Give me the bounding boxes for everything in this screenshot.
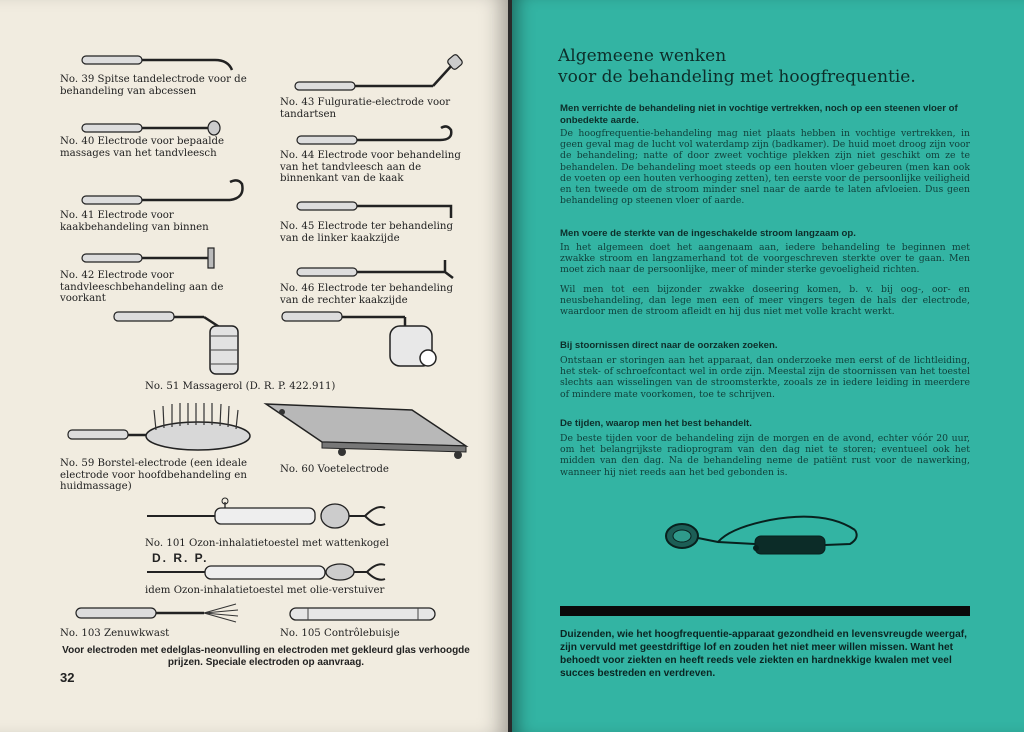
electrode-46-illustration	[295, 256, 460, 284]
electrode-39-illustration	[80, 50, 240, 74]
electrode-41-illustration	[80, 178, 250, 212]
electrode-40-illustration	[80, 118, 225, 138]
electrode-45-illustration	[295, 196, 460, 222]
closing-statement: Duizenden, wie het hoogfrequentie-apparaat gezondheid en levensvreugde weergaf, zijn vervuld met geestdriftige lof en zouden het niet meer willen missen. Want het behoedt voor ziekten en heeft reeds vele ziekten en hardnekkige kwalen met veel succes bestreden en verdreven.	[560, 629, 968, 679]
caption-no39: No. 39 Spitse tandelectrode voor de behandeling van abcessen	[60, 74, 247, 97]
section-4-body: De beste tijden voor de behandeling zijn de morgen en de avond, echter vóór 20 uur, om het belangrijkste radioprogram van den dag niet te storen; eventueel ook het midden van den dag. Na de behandeling neme de patiënt rust voor de nawerking, wanneer hij niet reeds aan het bed gebonden is.	[560, 433, 970, 478]
caption-no60: No. 60 Voetelectrode	[280, 464, 389, 475]
section-1-heading: Men verrichte de behandeling niet in vochtige vertrekken, noch op een steenen vloer of onbedekte aarde.	[560, 103, 958, 126]
caption-no44: No. 44 Electrode voor behandeling van het tandvleesch aan de binnenkant van de kaak	[280, 150, 461, 185]
section-2-body-2: Wil men tot een bijzonder zwakke doseering komen, b. v. bij oog-, oor- en neusbehandeling, dan lege men een of meer vingers tegen de hals der electrode, waardoor men de stroom afleidt en hij dus niet met volle kracht werkt.	[560, 284, 970, 318]
title-line-2: voor de behandeling met hoogfrequentie.	[558, 67, 916, 87]
divider-bar	[560, 606, 970, 616]
caption-no43: No. 43 Fulguratie-electrode voor tandartsen	[280, 97, 451, 120]
section-2-heading: Men voere de sterkte van de ingeschakelde stroom langzaam op.	[560, 228, 856, 239]
caption-no105: No. 105 Contrôlebuisje	[280, 628, 400, 639]
caption-no42: No. 42 Electrode voor tandvleeschbehandeling aan de voorkant	[60, 270, 224, 305]
section-3-body: Ontstaan er storingen aan het apparaat, dan onderzoeke men eerst of de lichtleiding, het stek- of schroefcontact wel in orde zijn. Meestal zijn de stoornissen van het toestel slechts aan wisselingen van de stroomsterkte, zooals ze in iedere leiding in meerdere of mindere mate voorkomen, toe te schrijven.	[560, 355, 970, 400]
caption-no46: No. 46 Electrode ter behandeling van de rechter kaakzijde	[280, 283, 453, 306]
massage-roller-illustration-right	[280, 308, 440, 370]
electrode-42-illustration	[80, 246, 220, 270]
massage-roller-illustration-left	[112, 308, 252, 380]
page-title	[558, 46, 916, 88]
drp-mark: D. R. P.	[152, 551, 209, 565]
section-2-body: In het algemeen doet het aangenaam aan, iedere behandeling te beginnen met zwakke stroom en langzamerhand tot de voorgeschreven sterkte over te gaan. Men moet zich naar de persoonlijke, meer of minder sterke gevoeligheid richten.	[560, 242, 970, 276]
caption-no41: No. 41 Electrode voor kaakbehandeling van binnen	[60, 210, 209, 233]
electrode-44-illustration	[295, 124, 460, 150]
nerve-brush-illustration	[74, 602, 240, 624]
section-1-body: De hoogfrequentie-behandeling mag niet plaats hebben in vochtige vertrekken, in geen geval mag de lucht vol waterdamp zijn (badkamer). De huid moet droog zijn voor de behandeling; natte of door zweet vochtige plekken zijn niet geschikt om ze te behandelen. De behandeling moet steeds op een houten vloer gebeuren (men kan ook de voeten op een houten verhooging zetten), ten eerste voor de persoonlijke veiligheid en ten tweede om de stroom minder snel naar de aarde te laten afvloeien. Dus geen behandeling op steenen vloer of aarde.	[560, 128, 970, 207]
title-line-1: Algemeene wenken	[558, 46, 727, 66]
caption-idem: idem Ozon-inhalatietoestel met olie-verstuiver	[145, 585, 385, 596]
section-4-heading: De tijden, waarop men het best behandelt.	[560, 418, 752, 429]
caption-no103: No. 103 Zenuwkwast	[60, 628, 170, 639]
ozone-inhaler-cotton-illustration	[145, 496, 390, 536]
caption-no101: No. 101 Ozon-inhalatietoestel met wattenkogel	[145, 538, 389, 549]
caption-no51: No. 51 Massagerol (D. R. P. 422.911)	[145, 381, 336, 392]
left-footnote: Voor electroden met edelglas-neonvulling en electroden met gekleurd glas verhoogde prijzen. Speciale electroden op aanvraag.	[62, 645, 470, 668]
foot-electrode-illustration	[262, 400, 472, 460]
ozone-inhaler-oil-illustration	[145, 560, 390, 586]
caption-no45: No. 45 Electrode ter behandeling van de linker kaakzijde	[280, 221, 453, 244]
hf-device-illustration	[660, 508, 870, 568]
brush-electrode-illustration	[66, 400, 256, 458]
section-3-heading: Bij stoornissen direct naar de oorzaken zoeken.	[560, 340, 778, 351]
page-number: 32	[60, 670, 75, 685]
caption-no59: No. 59 Borstel-electrode (een ideale electrode voor hoofdbehandeling en huidmassage)	[60, 458, 247, 493]
control-tube-illustration	[288, 604, 438, 624]
electrode-43-illustration	[293, 54, 468, 96]
caption-no40: No. 40 Electrode voor bepaalde massages van het tandvleesch	[60, 136, 225, 159]
